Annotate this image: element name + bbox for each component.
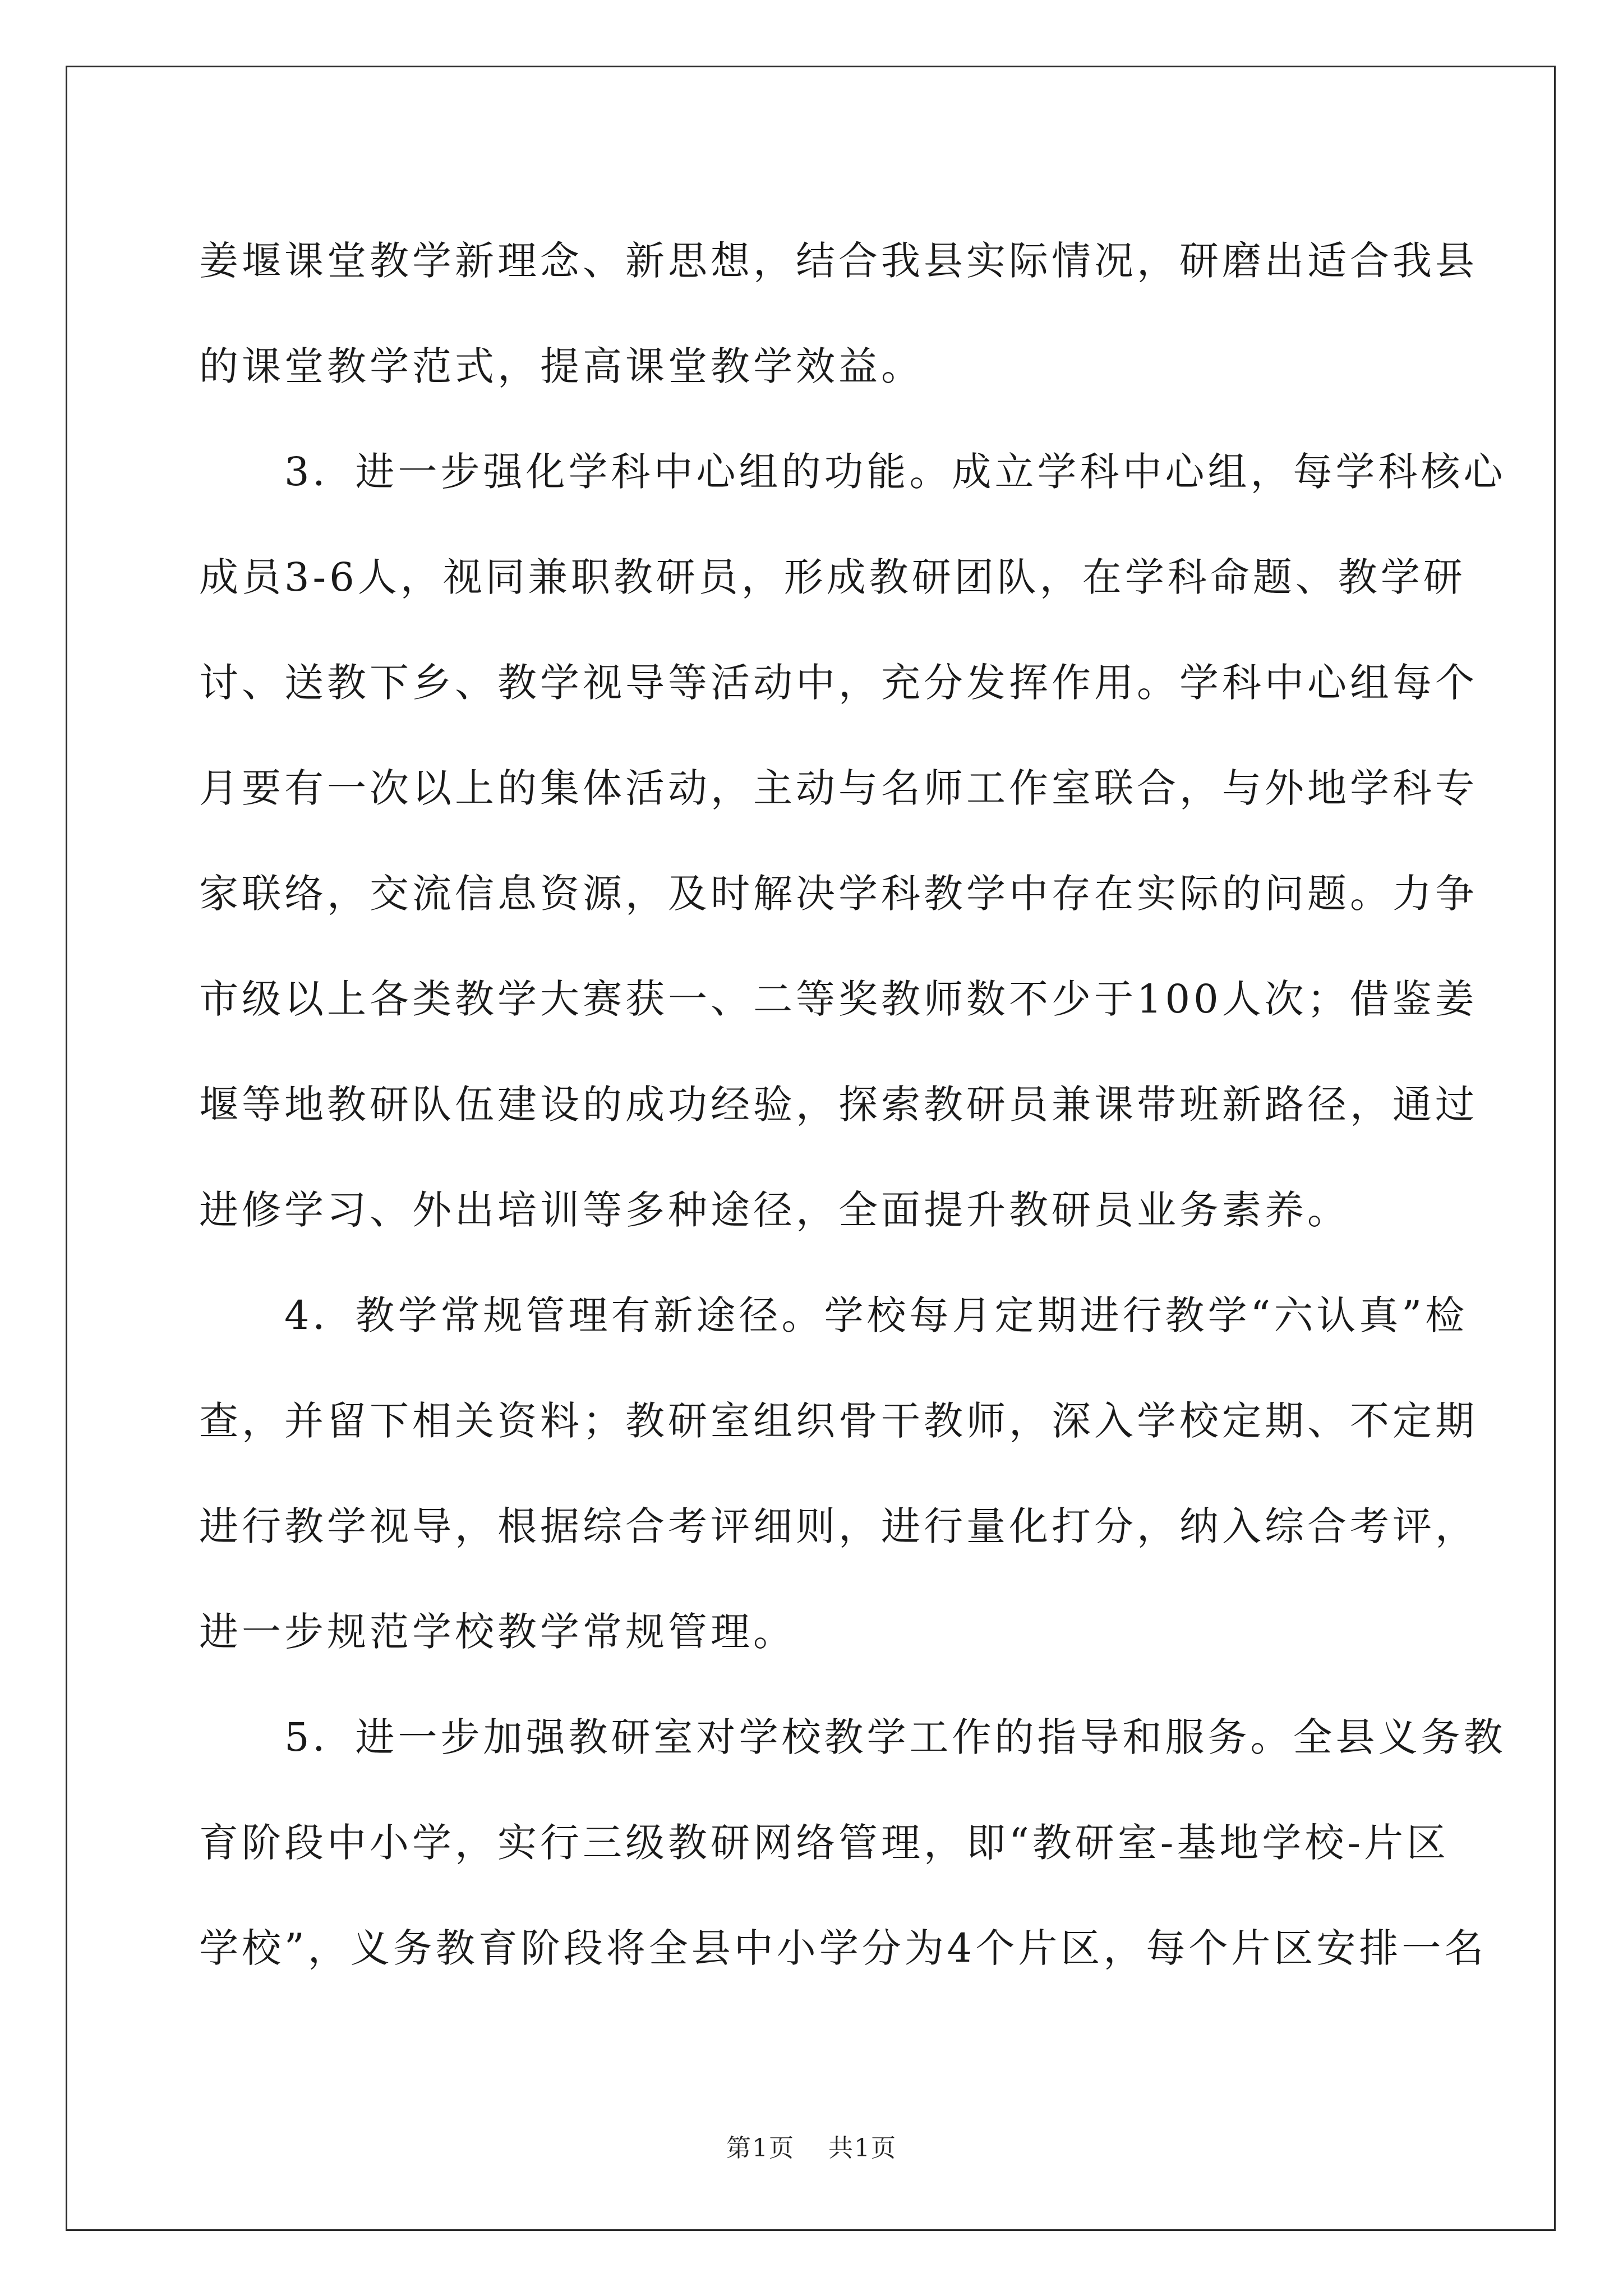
- text-line: 姜堰课堂教学新理念、新思想，结合我县实际情况，研磨出适合我县: [199, 238, 1478, 284]
- text-line: 市级以上各类教学大赛获一、二等奖教师数不少于100人次；借鉴姜: [199, 976, 1478, 1022]
- text-line: 讨、送教下乡、教学视导等活动中，充分发挥作用。学科中心组每个: [199, 660, 1478, 706]
- text-line: 成员3-6人，视同兼职教研员，形成教研团队，在学科命题、教学研: [199, 554, 1466, 600]
- page-footer: [0, 2132, 1623, 2165]
- text-line: 堰等地教研队伍建设的成功经验，探索教研员兼课带班新路径，通过: [199, 1082, 1478, 1128]
- text-line: 月要有一次以上的集体活动，主动与名师工作室联合，与外地学科专: [199, 765, 1478, 811]
- text-line: 4．教学常规管理有新途径。学校每月定期进行教学“六认真”检: [199, 1292, 1468, 1338]
- text-line: 的课堂教学范式，提高课堂教学效益。: [199, 343, 924, 389]
- text-line: 进行教学视导，根据综合考评细则，进行量化打分，纳入综合考评，: [199, 1503, 1478, 1549]
- text-line: 进一步规范学校教学常规管理。: [199, 1609, 796, 1655]
- page-total: 共1页: [828, 2134, 897, 2162]
- document-body: [199, 208, 1506, 2001]
- text-line: 育阶段中小学，实行三级教研网络管理，即“教研室-基地学校-片区: [199, 1820, 1450, 1866]
- text-line: 家联络，交流信息资源，及时解决学科教学中存在实际的问题。力争: [199, 871, 1478, 917]
- text-line: 查，并留下相关资料；教研室组织骨干教师，深入学校定期、不定期: [199, 1398, 1478, 1444]
- text-line: 3．进一步强化学科中心组的功能。成立学科中心组，每学科核心: [199, 449, 1506, 495]
- text-line: 进修学习、外出培训等多种途径，全面提升教研员业务素养。: [199, 1187, 1350, 1233]
- text-line: 学校”，义务教育阶段将全县中小学分为4个片区，每个片区安排一名: [199, 1925, 1487, 1971]
- page-number: 第1页: [726, 2134, 795, 2162]
- text-line: 5．进一步加强教研室对学校教学工作的指导和服务。全县义务教: [199, 1714, 1506, 1760]
